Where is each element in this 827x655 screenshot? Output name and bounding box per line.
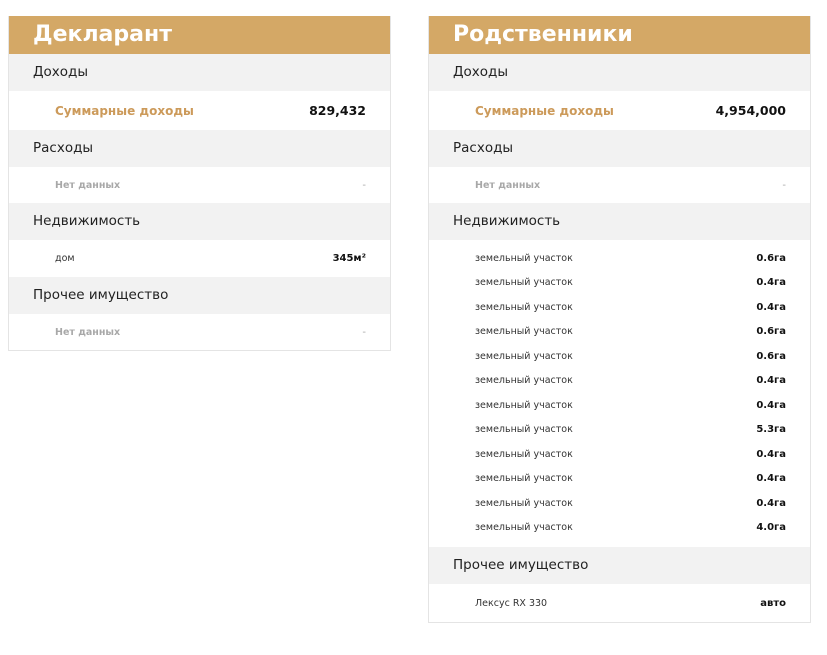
land-plot-label: земельный участок <box>475 252 573 264</box>
list-item <box>429 491 810 516</box>
land-plot-label: земельный участок <box>475 350 573 362</box>
declarant-other-property-value: - <box>362 326 366 338</box>
land-plot-label: земельный участок <box>475 522 573 534</box>
relatives-panel <box>428 16 811 623</box>
declarant-other-property-label: Нет данных <box>55 326 121 338</box>
relatives-expenses-label: Нет данных <box>475 179 541 191</box>
land-plot-area: 0.6га <box>756 350 786 362</box>
land-plot-area: 0.6га <box>756 252 786 264</box>
relatives-income-label: Суммарные доходы <box>475 103 614 118</box>
land-plot-label: земельный участок <box>475 448 573 460</box>
relatives-real-estate-heading: Недвижимость <box>429 203 810 240</box>
declarant-income-value: 829,432 <box>309 103 366 118</box>
declarant-expenses-label: Нет данных <box>55 179 121 191</box>
land-plot-label: земельный участок <box>475 424 573 436</box>
land-plot-label: земельный участок <box>475 473 573 485</box>
land-plot-area: 0.4га <box>756 448 786 460</box>
declarant-income-heading: Доходы <box>9 54 390 91</box>
land-plot-label: земельный участок <box>475 497 573 509</box>
declarant-income-row <box>9 91 390 130</box>
declarant-other-property-row <box>9 314 390 350</box>
land-plot-label: земельный участок <box>475 326 573 338</box>
declarant-expenses-row <box>9 167 390 203</box>
land-plot-area: 0.4га <box>756 277 786 289</box>
land-plot-area: 0.4га <box>756 301 786 313</box>
declarant-income-label: Суммарные доходы <box>55 103 194 118</box>
land-plot-label: земельный участок <box>475 375 573 387</box>
declarant-real-estate-heading: Недвижимость <box>9 203 390 240</box>
land-plot-area: 0.4га <box>756 375 786 387</box>
list-item <box>429 369 810 394</box>
declarant-expenses-value: - <box>362 179 366 191</box>
land-plot-label: земельный участок <box>475 301 573 313</box>
list-item <box>429 516 810 541</box>
list-item <box>429 418 810 443</box>
relatives-income-heading: Доходы <box>429 54 810 91</box>
land-plot-area: 0.4га <box>756 497 786 509</box>
relatives-title: Родственники <box>429 16 810 54</box>
land-plot-area: 0.4га <box>756 399 786 411</box>
list-item <box>429 320 810 345</box>
land-plot-label: земельный участок <box>475 277 573 289</box>
list-item <box>429 271 810 296</box>
relatives-vehicle-row <box>429 584 810 622</box>
relatives-expenses-heading: Расходы <box>429 130 810 167</box>
land-plot-area: 5.3га <box>756 424 786 436</box>
list-item <box>429 467 810 492</box>
declarant-real-estate-label: дом <box>55 253 75 264</box>
list-item <box>429 393 810 418</box>
relatives-expenses-value: - <box>782 179 786 191</box>
relatives-income-row <box>429 91 810 130</box>
vehicle-label: Лексус RX 330 <box>475 597 548 609</box>
relatives-income-value: 4,954,000 <box>715 103 786 118</box>
list-item <box>429 442 810 467</box>
declarant-other-property-heading: Прочее имущество <box>9 277 390 314</box>
declarant-expenses-heading: Расходы <box>9 130 390 167</box>
list-item <box>429 295 810 320</box>
list-item <box>429 344 810 369</box>
land-plot-area: 0.4га <box>756 473 786 485</box>
land-plot-area: 4.0га <box>756 522 786 534</box>
vehicle-type: авто <box>760 597 786 609</box>
relatives-expenses-row <box>429 167 810 203</box>
declarant-panel <box>8 16 391 351</box>
land-plot-label: земельный участок <box>475 399 573 411</box>
land-plot-area: 0.6га <box>756 326 786 338</box>
relatives-real-estate-list <box>429 240 810 547</box>
list-item <box>429 246 810 271</box>
declarant-real-estate-value: 345м² <box>332 253 366 264</box>
relatives-other-property-heading: Прочее имущество <box>429 547 810 584</box>
declarant-title: Декларант <box>9 16 390 54</box>
declarant-real-estate-row <box>9 240 390 277</box>
